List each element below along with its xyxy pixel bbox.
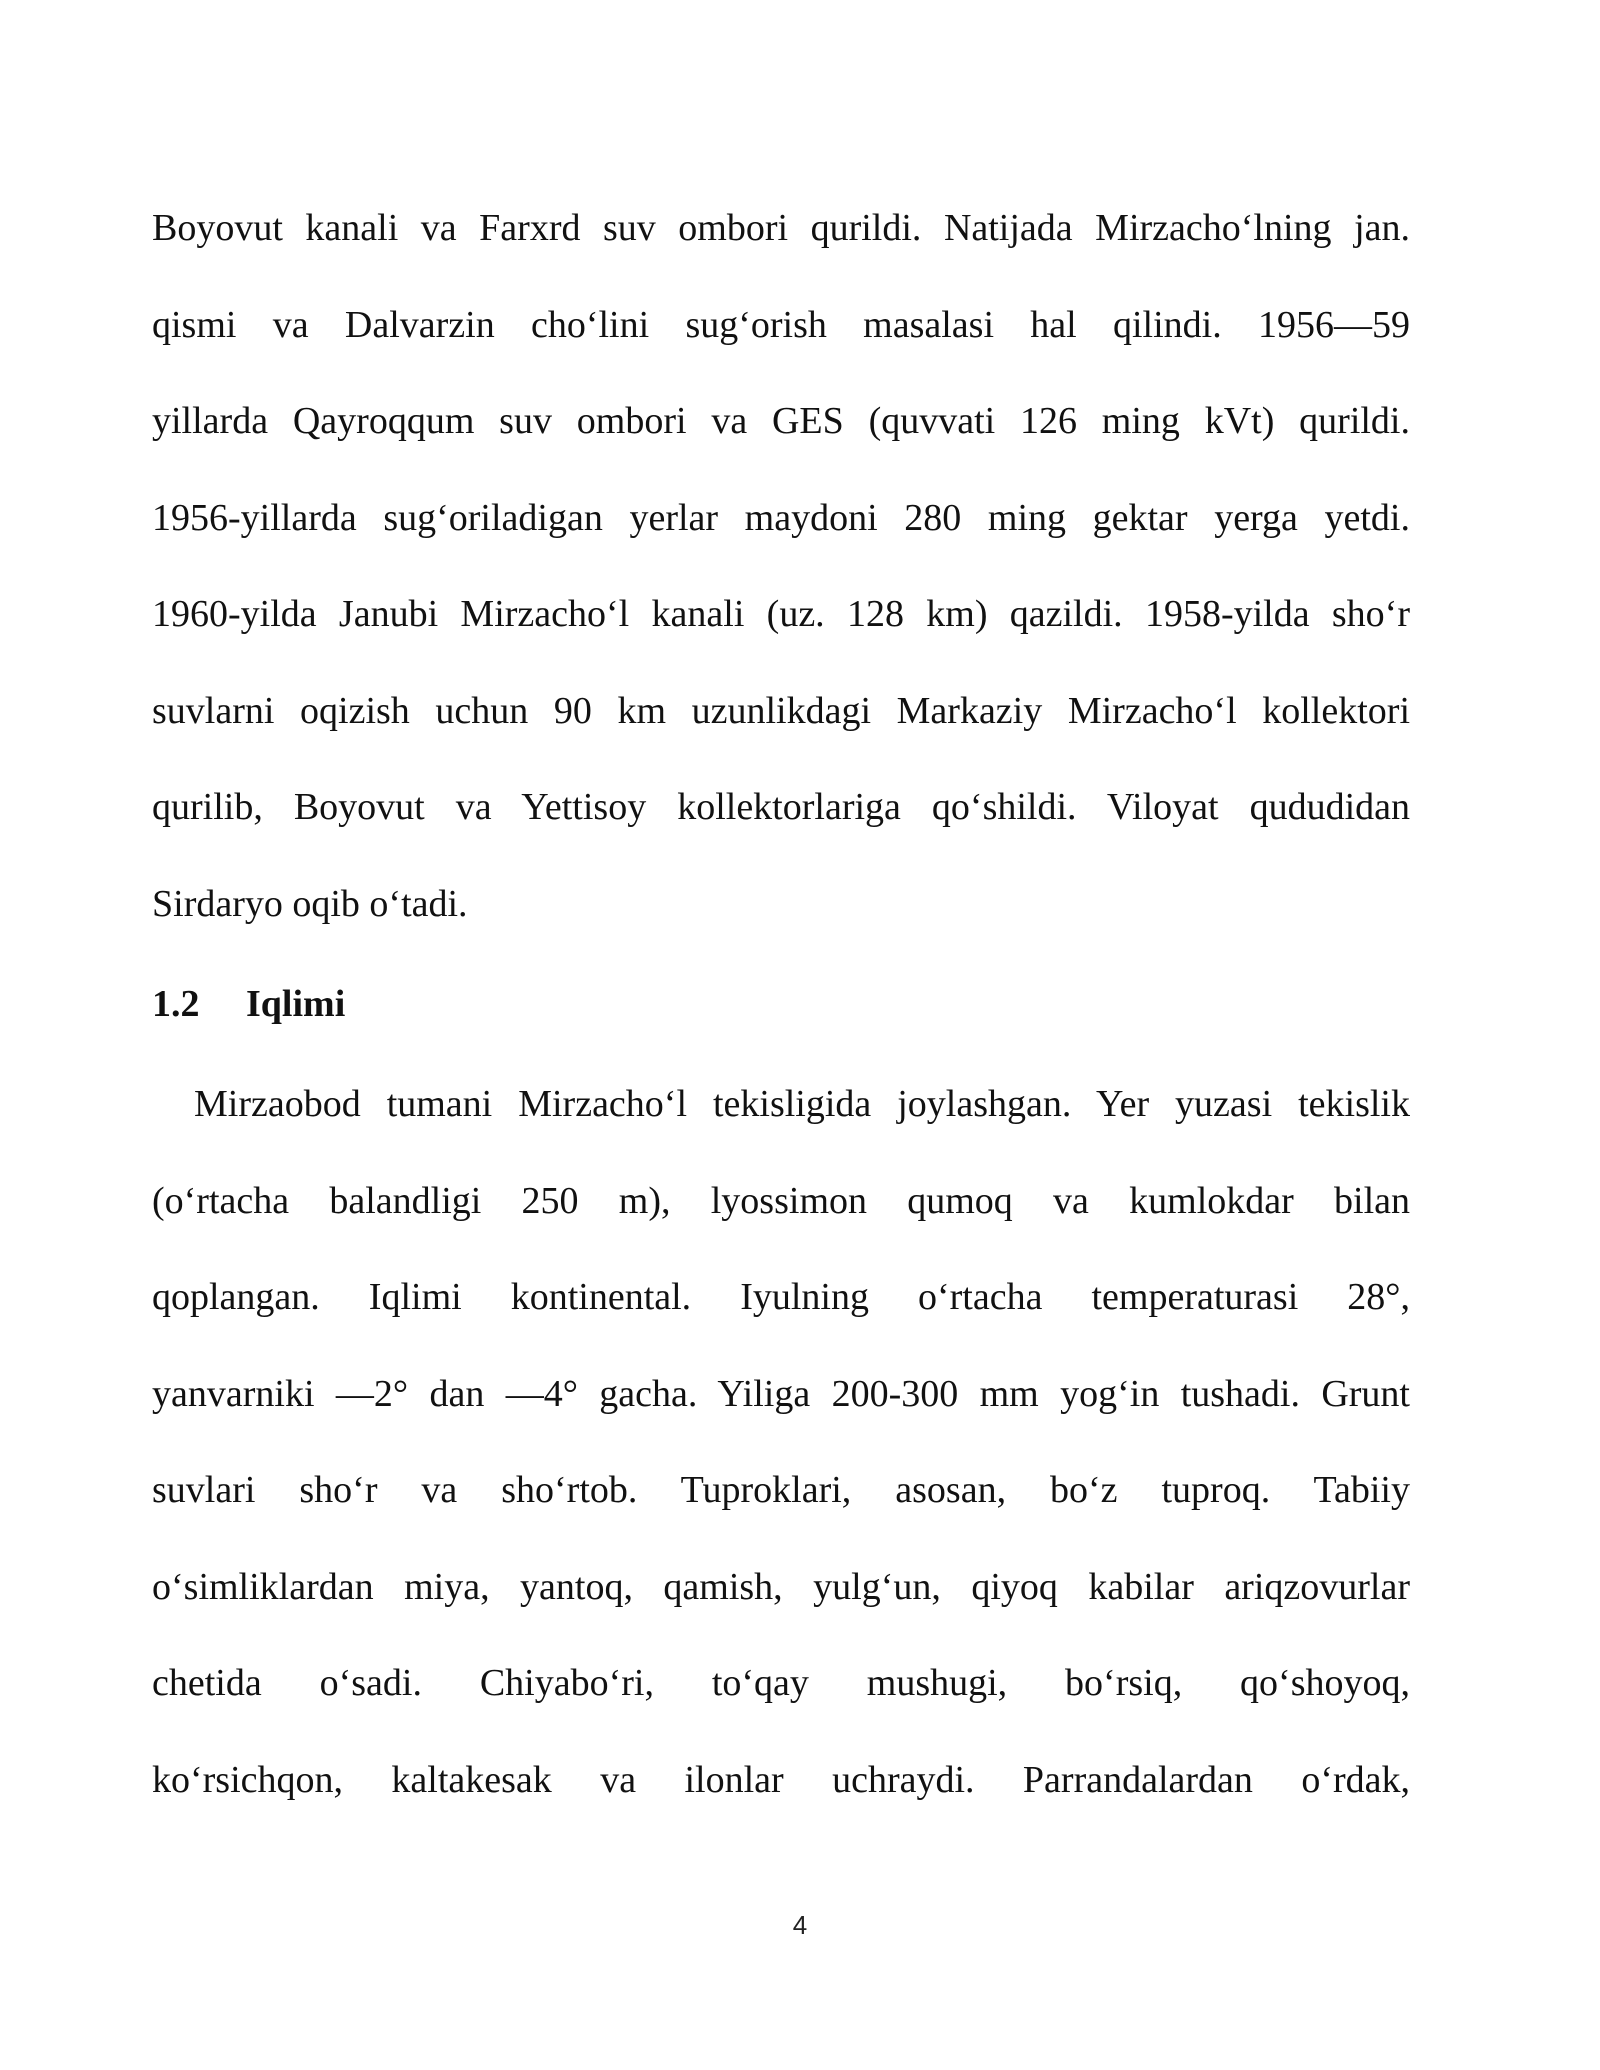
text-line: suvlarni oqizish uchun 90 km uzunlikdagi Markaziy Mirzacho‘l kollektori: [152, 689, 1410, 732]
text-line: qoplangan. Iqlimi kontinental. Iyulning o‘rtacha temperaturasi 28°,: [152, 1276, 1410, 1318]
text-line: Mirzaobod tumani Mirzacho‘l tekisligida joylashgan. Yer yuzasi tekislik: [194, 1083, 1410, 1125]
page-number: 4: [792, 1910, 808, 1940]
paragraph-climate: [152, 1056, 1410, 1828]
text-line: qurilib, Boyovut va Yettisoy kollektorlariga qo‘shildi. Viloyat qududidan: [152, 786, 1410, 828]
section-title: Iqlimi: [246, 983, 346, 1025]
text-line: Sirdaryo oqib o‘tadi.: [152, 882, 468, 925]
section-heading: [152, 952, 1410, 1056]
text-line: 1956-yillarda sug‘oriladigan yerlar maydoni 280 ming gektar yerga yetdi.: [152, 496, 1410, 539]
paragraph-irrigation-history: [152, 180, 1410, 952]
document-page: [152, 180, 1410, 1828]
text-line: 1960-yilda Janubi Mirzacho‘l kanali (uz. 128 km) qazildi. 1958-yilda sho‘r: [152, 593, 1410, 635]
text-line: yillarda Qayroqqum suv ombori va GES (quvvati 126 ming kVt) qurildi.: [152, 400, 1410, 442]
text-line: (o‘rtacha balandligi 250 m), lyossimon qumoq va kumlokdar bilan: [152, 1179, 1410, 1222]
text-line: Boyovut kanali va Farxrd suv ombori qurildi. Natijada Mirzacho‘lning jan.: [152, 207, 1410, 249]
section-number: 1.2: [152, 983, 200, 1025]
text-line: suvlari sho‘r va sho‘rtob. Tuproklari, asosan, bo‘z tuproq. Tabiiy: [152, 1469, 1410, 1511]
text-line: qismi va Dalvarzin cho‘lini sug‘orish masalasi hal qilindi. 1956—59: [152, 303, 1410, 346]
text-line: yanvarniki —2° dan —4° gacha. Yiliga 200-300 mm yog‘in tushadi. Grunt: [152, 1372, 1410, 1415]
text-line: ko‘rsichqon, kaltakesak va ilonlar uchraydi. Parrandalardan o‘rdak,: [152, 1758, 1410, 1801]
text-line: o‘simliklardan miya, yantoq, qamish, yulg‘un, qiyoq kabilar ariqzovurlar: [152, 1565, 1410, 1608]
text-line: chetida o‘sadi. Chiyabo‘ri, to‘qay mushugi, bo‘rsiq, qo‘shoyoq,: [152, 1662, 1410, 1704]
